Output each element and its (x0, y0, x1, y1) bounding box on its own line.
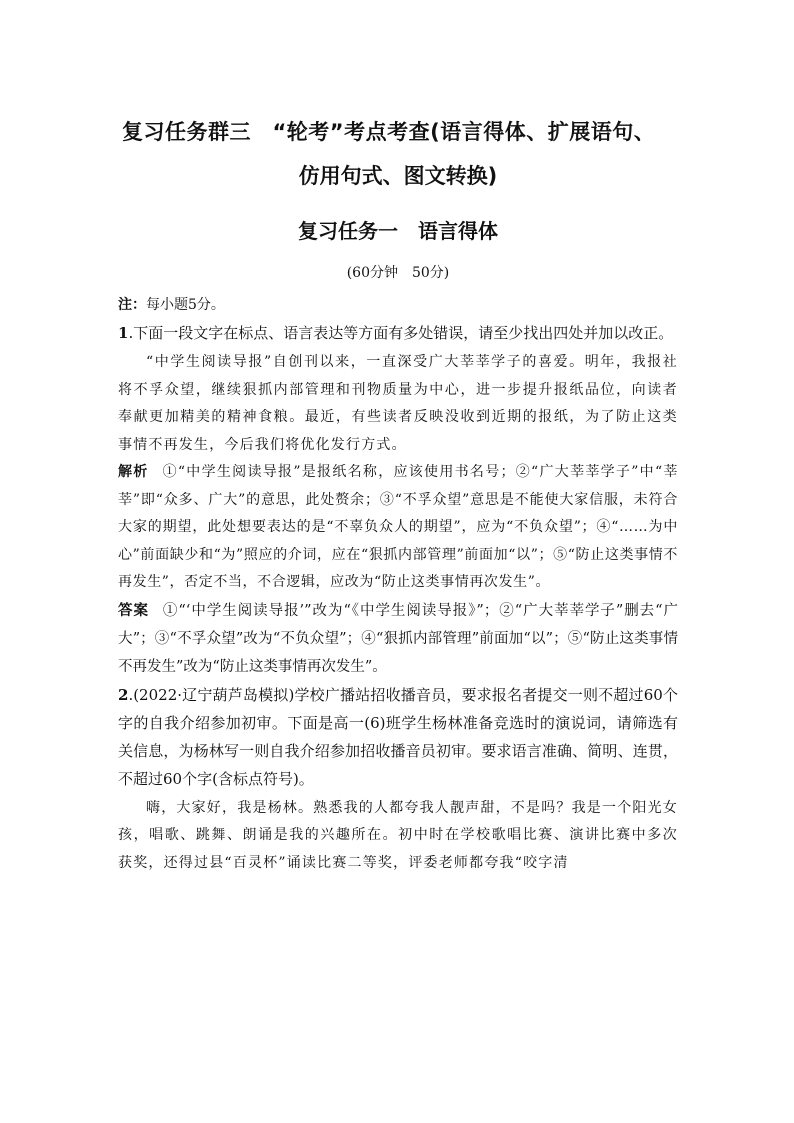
analysis-text: ①“中学生阅读导报”是报纸名称，应该使用书名号；②“广大莘莘学子”中“莘莘”即“众多、广大”的意思，此处赘余；③“不孚众望”意思是不能使大家信服，未符合大家的期望，此处想要表达的是“不辜负众人的期望”，应为“不负众望”；④“……为中心”前面缺少和“为”照应的介词，应在“狠抓内部管理”前面加“以”；⑤“防止这类事情不再发生”，否定不当，不合逻辑，应改为“防止这类事情再次发生”。 (118, 464, 678, 590)
time-score: (60分钟 50分) (346, 265, 450, 281)
note-label: 注： (118, 297, 146, 313)
question-2-prompt (118, 681, 678, 793)
note-text: 每小题5分。 (146, 297, 225, 313)
answer-label: 答案 (118, 602, 149, 619)
document-page (118, 110, 678, 877)
question-1-number: 1 (118, 324, 129, 342)
answer-text: ①“‘中学生阅读导报’”改为“《中学生阅读导报》”；②“广大莘莘学子”删去“广大”；③“不孚众望”改为“不负众望”；④“狠抓内部管理”前面加“以”；⑤“防止这类事情不再发生”改为“防止这类事情再次发生”。 (118, 602, 679, 675)
page-title-line-1: 复习任务群三 “轮考”考点考查(语言得体、扩展语句、 (122, 120, 656, 144)
section-subtitle: 复习任务一 语言得体 (298, 219, 498, 243)
page-title-line-2: 仿用句式、图文转换) (298, 164, 498, 188)
question-1-prompt (118, 319, 678, 347)
question-1-text: .下面一段文字在标点、语言表达等方面有多处错误，请至少找出四处并加以改正。 (128, 324, 674, 342)
note (118, 291, 678, 319)
question-1-passage: “中学生阅读导报”自创刊以来，一直深受广大莘莘学子的喜爱。明年，我报社将不孚众望，继续狠抓内部管理和刊物质量为中心，进一步提升报纸品位，向读者奉献更加精美的精神食粮。最近，有些读者反映没收到近期的报纸，为了防止这类事情不再发生，今后我们将优化发行方式。 (118, 354, 678, 453)
question-1-answer (118, 597, 678, 681)
analysis-label: 解析 (118, 464, 149, 480)
question-2-number: 2 (118, 685, 129, 704)
question-2-passage: 嗨，大家好，我是杨林。熟悉我的人都夸我人靓声甜，不是吗？我是一个阳光女孩，唱歌、跳舞、朗诵是我的兴趣所在。初中时在学校歌唱比赛、演讲比赛中多次获奖，还得过县“百灵杯”诵读比赛二等奖，评委老师都夸我“咬字清 (118, 799, 678, 871)
question-2-text: .(2022·辽宁葫芦岛模拟)学校广播站招收播音员，要求报名者提交一则不超过60个字的自我介绍参加初审。下面是高一(6)班学生杨林准备竞选时的演说词，请筛选有关信息，为杨林写一则自我介绍参加招收播音员初审。要求语言准确、简明、连贯，不超过60个字(含标点符号)。 (118, 685, 678, 788)
question-1-analysis (118, 459, 678, 597)
